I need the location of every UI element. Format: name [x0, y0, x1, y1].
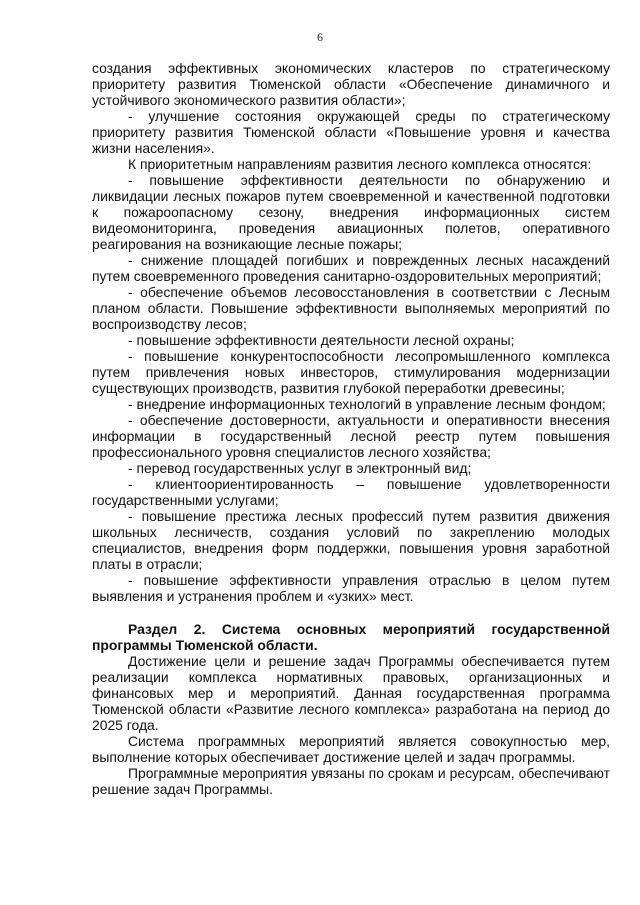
- page-number: 6: [317, 30, 323, 44]
- list-item: - повышение эффективности деятельности лесной охраны;: [128, 332, 515, 348]
- list-item: - повышение конкурентоспособности лесопромышленного комплекса путем привлечения новых инвесторов, стимулирования модернизации существующих производств, развития глубокой переработки древесины;: [92, 348, 610, 396]
- list-item: - внедрение информационных технологий в управление лесным фондом;: [128, 396, 606, 412]
- paragraph: Достижение цели и решение задач Программы обеспечивается путем реализации комплекса нормативных правовых, организационных и финансовых мер и мероприятий. Данная государственная программа Тюменской области «Развитие лесного комплекса» разработана на период до 2025 года.: [92, 653, 610, 733]
- list-item: - повышение эффективности управления отраслью в целом путем выявления и устранения проблем и «узких» мест.: [92, 572, 610, 604]
- list-item: - повышение эффективности деятельности по обнаружению и ликвидации лесных пожаров путем своевременной и качественной подготовки к пожароопасному сезону, внедрения информационных систем видеомониторинга, проведения авиационных полетов, оперативного реагирования на возникающие лесные пожары;: [92, 172, 610, 252]
- paragraph: К приоритетным направлениям развития лесного комплекса относятся:: [128, 156, 592, 172]
- section-spacer: [92, 604, 610, 621]
- document-body: [92, 60, 610, 797]
- list-item: - обеспечение достоверности, актуальности и оперативности внесения информации в государственный лесной реестр путем повышения профессионального уровня специалистов лесного хозяйства;: [92, 412, 610, 460]
- list-item: - улучшение состояния окружающей среды по стратегическому приоритету развития Тюменской области «Повышение уровня и качества жизни населения».: [92, 108, 610, 156]
- paragraph: создания эффективных экономических кластеров по стратегическому приоритету развития Тюменской области «Обеспечение динамичного и устойчивого экономического развития области»;: [92, 60, 610, 108]
- paragraph: Программные мероприятия увязаны по срокам и ресурсам, обеспечивают решение задач Программы.: [92, 765, 610, 797]
- list-item: - клиентоориентированность – повышение удовлетворенности государственными услугами;: [92, 476, 610, 508]
- section-heading: Раздел 2. Система основных мероприятий государственной программы Тюменской области.: [92, 621, 610, 653]
- list-item: - повышение престижа лесных профессий путем развития движения школьных лесничеств, создания условий по закреплению молодых специалистов, внедрения форм поддержки, повышения уровня заработной платы в отрасли;: [92, 508, 610, 572]
- paragraph: Система программных мероприятий является совокупностью мер, выполнение которых обеспечивает достижение целей и задач программы.: [92, 733, 610, 765]
- list-item: - снижение площадей погибших и поврежденных лесных насаждений путем своевременного проведения санитарно-оздоровительных мероприятий;: [92, 252, 610, 284]
- list-item: - обеспечение объемов лесовосстановления в соответствии с Лесным планом области. Повышение эффективности выполняемых мероприятий по воспроизводству лесов;: [92, 284, 610, 332]
- list-item: - перевод государственных услуг в электронный вид;: [128, 460, 472, 476]
